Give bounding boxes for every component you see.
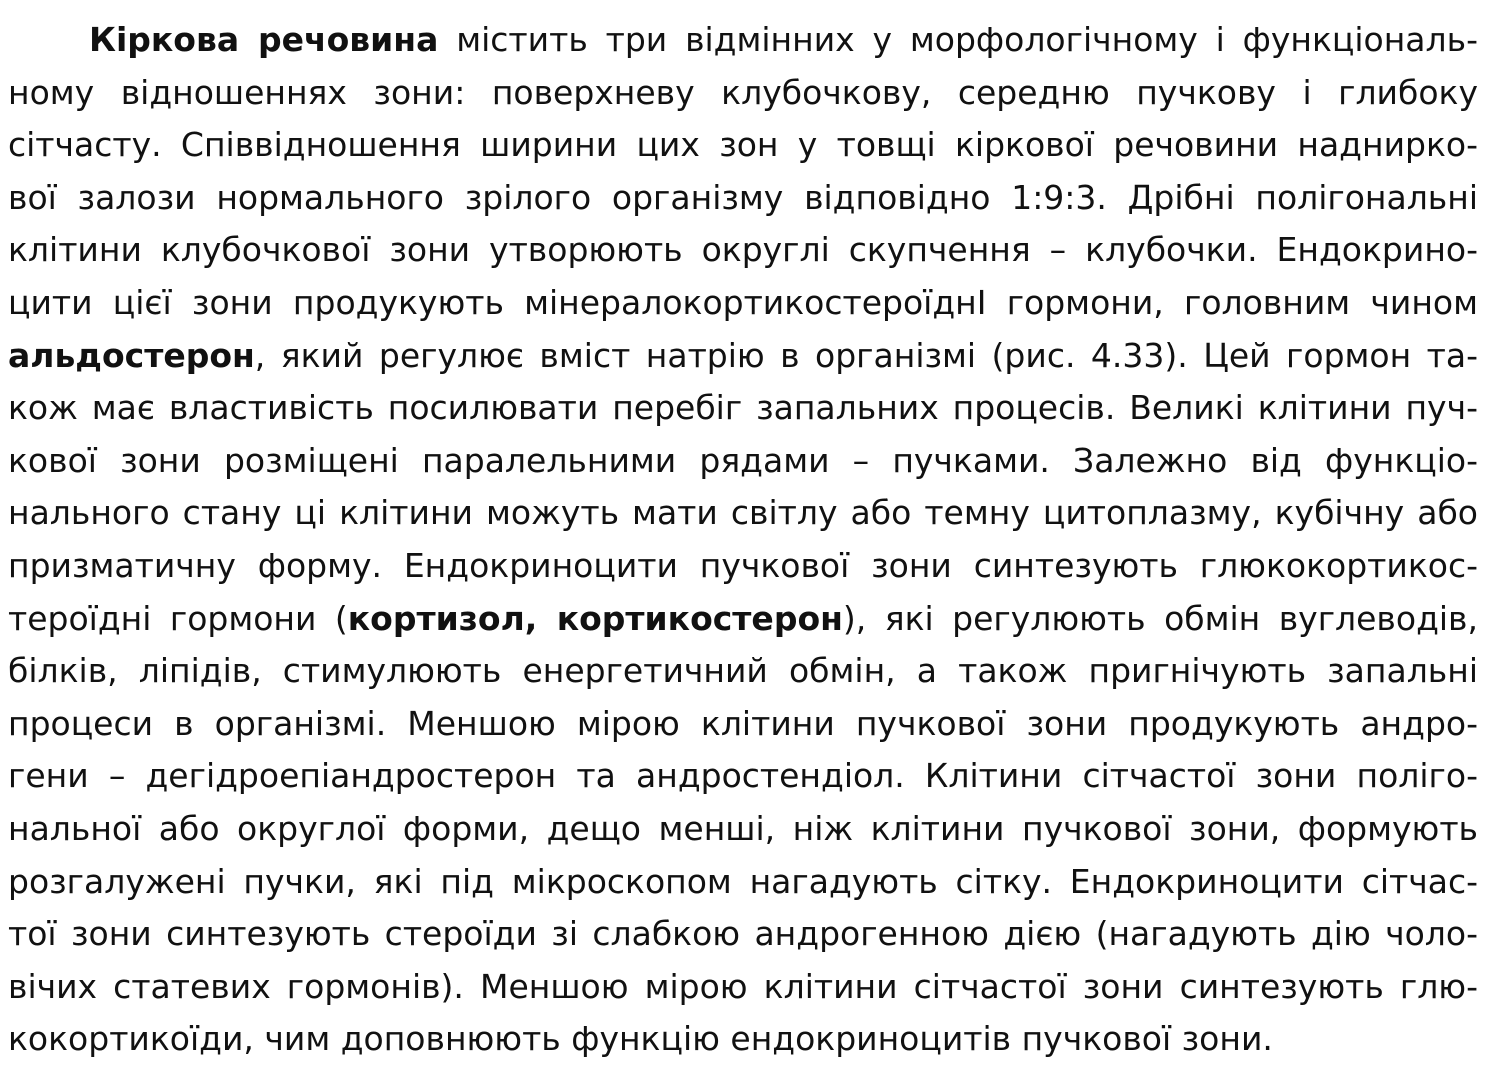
paragraph-line (8, 119, 1478, 172)
paragraph-line (8, 645, 1478, 698)
line-text: кож має властивість посилювати перебіг запальних процесів. Великі клітини пуч- (8, 388, 1478, 428)
line-text: гени – дегідроепіандростерон та андростендіол. Клітини сітчастої зони поліго- (8, 756, 1478, 796)
line-text: нального стану ці клітини можуть мати світлу або темну цитоплазму, кубічну або (8, 493, 1478, 533)
paragraph-line (8, 750, 1478, 803)
paragraph-line (8, 224, 1478, 277)
paragraph-line (8, 1013, 1478, 1066)
paragraph-line (8, 540, 1478, 593)
line-text: , який регулює вміст натрію в організмі (рис. 4.33). Цей гормон та- (254, 335, 1478, 375)
line-text: цити цієї зони продукують мінералокортикостероїднІ гормони, головним чином (8, 282, 1478, 322)
line-text: білків, ліпідів, стимулюють енергетичний обмін, а також пригнічують запальні (8, 651, 1478, 691)
line-text: містить три відмінних у морфологічному і функціональ- (438, 20, 1478, 59)
line-text: клітини клубочкової зони утворюють округлі скупчення – клубочки. Ендокрино- (8, 230, 1478, 270)
line-text: ), які регулюють обмін вуглеводів, (842, 598, 1478, 638)
line-text: кової зони розміщені паралельними рядами – пучками. Залежно від функціо- (8, 440, 1478, 480)
line-text: вої залози нормального зрілого організму відповідно 1:9:3. Дрібні полігональні (8, 177, 1478, 217)
paragraph-line (8, 487, 1478, 540)
paragraph-line (8, 593, 1478, 646)
paragraph-line (8, 435, 1478, 488)
paragraph-line (8, 14, 1478, 67)
line-text: тої зони синтезують стероїди зі слабкою андрогенною дією (нагадують дію чоло- (8, 914, 1478, 954)
paragraph-line (8, 856, 1478, 909)
paragraph-line (8, 382, 1478, 435)
line-text: ному відношеннях зони: поверхневу клубочкову, середню пучкову і глибоку (8, 72, 1478, 112)
paragraph-line (8, 803, 1478, 856)
line-text: сітчасту. Співвідношення ширини цих зон у товщі кіркової речовини наднирко- (8, 125, 1478, 165)
line-text: розгалужені пучки, які під мікроскопом нагадують сітку. Ендокриноцити сітчас- (8, 861, 1478, 901)
bold-term: кортизол, кортикостерон (347, 598, 843, 638)
paragraph-line (8, 67, 1478, 120)
bold-term: Кіркова речовина (89, 20, 439, 59)
text-page (8, 14, 1478, 1066)
line-text: кокортикоїди, чим доповнюють функцію ендокриноцитів пучкової зони. (8, 1019, 1273, 1059)
paragraph-line (8, 961, 1478, 1014)
paragraph-line (8, 908, 1478, 961)
paragraph-line (8, 172, 1478, 225)
paragraph-line (8, 277, 1478, 330)
paragraph-line (8, 330, 1478, 383)
bold-term: альдостерон (8, 335, 255, 375)
line-text: процеси в організмі. Меншою мірою клітини пучкової зони продукують андро- (8, 703, 1478, 743)
paragraph-line (8, 698, 1478, 751)
line-text: тероїдні гормони ( (8, 598, 348, 638)
line-text: вічих статевих гормонів). Меншою мірою клітини сітчастої зони синтезують глю- (8, 966, 1478, 1006)
line-text: нальної або округлої форми, дещо менші, ніж клітини пучкової зони, формують (8, 808, 1478, 848)
line-text: призматичну форму. Ендокриноцити пучкової зони синтезують глюкокортикос- (8, 545, 1478, 585)
adrenal-cortex-paragraph (8, 14, 1478, 1066)
